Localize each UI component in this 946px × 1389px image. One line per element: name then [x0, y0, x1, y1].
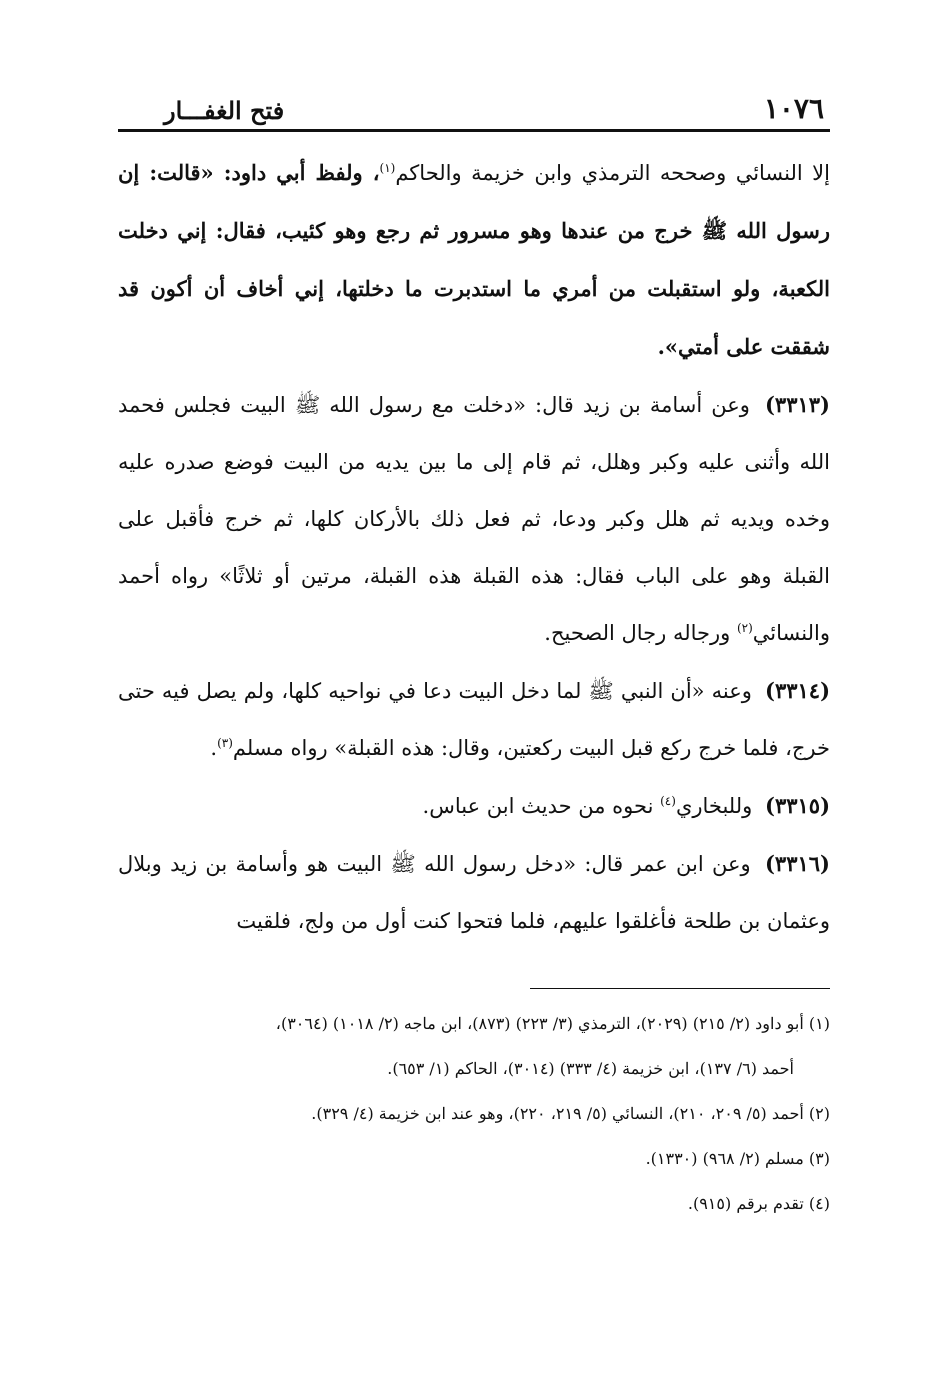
paragraph-text: . — [210, 736, 218, 760]
main-text — [118, 144, 830, 950]
paragraph-text: ورجاله رجال الصحيح. — [544, 621, 737, 645]
footnote: (١) أبو داود (٢/ ٢١٥) (٢٠٢٩)، الترمذي (٣/ ٢٢٣) (٨٧٣)، ابن ماجه (٢/ ١٠١٨) (٣٠٦٤)، — [275, 1014, 830, 1033]
footnote-separator — [530, 988, 830, 989]
paragraph — [118, 777, 830, 835]
page-header — [118, 85, 830, 132]
footnote: (٣) مسلم (٢/ ٩٦٨) (١٣٣٠). — [645, 1149, 830, 1168]
paragraph-intro: إلا النسائي وصححه الترمذي وابن خزيمة والحاكم — [395, 161, 830, 185]
footnote-ref: (٢) — [736, 621, 753, 635]
paragraph-intro: وعن ابن عمر قال: «دخل رسول الله ﷺ البيت هو وأسامة بن زيد وبلال وعثمان بن طلحة فأغلقوا عليهم، فلما فتحوا كنت أول من ولج، فلقيت — [118, 852, 830, 933]
footnote: أحمد (٦/ ١٣٧)، ابن خزيمة (٤/ ٣٣٣) (٣٠١٤)، الحاكم (١/ ٦٥٣). — [387, 1059, 794, 1078]
footnote: (٤) تقدم برقم (٩١٥). — [687, 1194, 830, 1213]
hadith-number: (٣٣١٦) — [764, 851, 830, 876]
running-title: فتح الغفـــار — [164, 96, 285, 125]
hadith-number: (٣٣١٤) — [765, 678, 830, 703]
paragraph — [118, 835, 830, 950]
paragraph-intro: وللبخاري — [675, 794, 753, 818]
hadith-number: (٣٣١٣) — [764, 392, 830, 417]
paragraph — [118, 144, 830, 376]
book-page — [118, 85, 830, 1226]
paragraph-text: نحوه من حديث ابن عباس. — [422, 794, 661, 818]
footnote: (٢) أحمد (٥/ ٢٠٩، ٢١٠)، النسائي (٥/ ٢١٩، ٢٢٠)، وهو عند ابن خزيمة (٤/ ٣٢٩). — [311, 1104, 830, 1123]
paragraph — [118, 376, 830, 662]
paragraph-intro: وعنه «أن النبي ﷺ لما دخل البيت دعا في نواحيه كلها، ولم يصل فيه حتى خرج، فلما خرج ركع قبل البيت ركعتين، وقال: هذه القبلة» رواه مسلم — [118, 679, 830, 760]
footnote-ref: (٣) — [217, 736, 233, 750]
paragraph — [118, 662, 830, 777]
paragraph-intro: وعن أسامة بن زيد قال: «دخلت مع رسول الله ﷺ البيت فجلس فحمد الله وأثنى عليه وكبر وهلل، ثم قام إلى ما بين يديه من البيت فوضع صدره عليه وخده ويديه ثم هلل وكبر ودعا، ثم فعل ذلك بالأركان كلها، ثم خرج فأقبل على القبلة وهو على الباب فقال: هذه القبلة هذه القبلة، مرتين أو ثلاثًا» رواه أحمد والنسائي — [118, 393, 830, 645]
footnotes — [118, 1001, 830, 1226]
page-number: ١٠٧٦ — [763, 92, 824, 125]
footnote-ref: (١) — [379, 161, 396, 175]
paragraph-text: ، ولفظ أبي داود: «قالت: إن رسول الله ﷺ خرج من عندها وهو مسرور ثم رجع وهو كئيب، فقال: إني دخلت الكعبة، ولو استقبلت من أمري ما استدبرت ما دخلتها، إني أخاف أن أكون قد شققت على أمتي». — [118, 160, 830, 359]
hadith-number: (٣٣١٥) — [765, 793, 830, 818]
footnote-ref: (٤) — [660, 794, 676, 808]
